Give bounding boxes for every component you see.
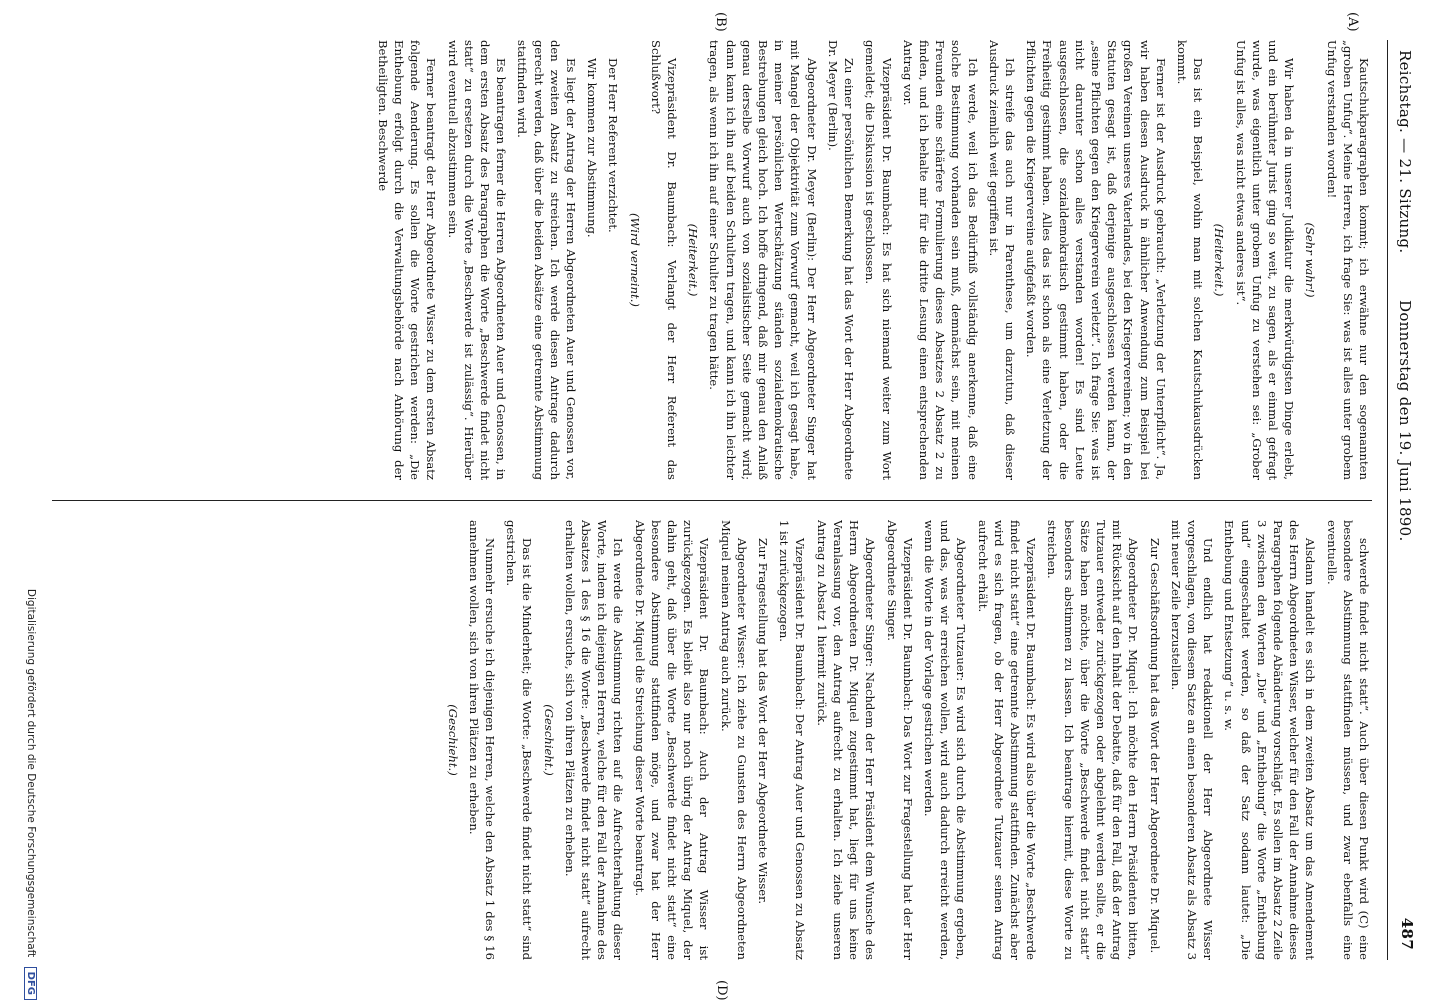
digitization-credit	[13, 0, 37, 1000]
paragraph: Abgeordneter Singer: Nachdem der Herr Präsident dem Wunsche des Herrn Abgeordneten Dr. Miquel zugestimmt hat, liegt für uns keine Veranlassung vor, den Antrag aufrecht zu erhalten. Ich ziehe unseren Antrag zu Absatz 1 hiermit zurück.	[814, 520, 878, 960]
paragraph: Zur Fragestellung hat das Wort der Herr Abgeordnete Wisser.	[756, 538, 771, 905]
paragraph: Zu einer persönlichen Bemerkung hat das Wort der Herr Abgeordnete Dr. Meyer (Berlin).	[825, 40, 857, 480]
left-column	[52, 40, 1372, 480]
running-head-date: Donnerstag den 19. Juni 1890.	[1396, 300, 1414, 542]
paragraph: Nunmehr ersuche ich diejenigen Herren, welche den Absatz 1 des § 16 annehmen wollen, sich von ihren Plätzen zu erheben.	[466, 520, 498, 960]
paragraph: schwerde findet nicht statt“. Auch über diesen Punkt wird (C) eine besondere Abstimmung stattfinden müssen, und zwar ebenfalls eine eventuelle.	[1324, 520, 1371, 960]
paragraph: Das ist ein Beispiel, wohin man mit solchen Kautschukausdrücken kommt.	[1174, 40, 1206, 480]
paragraph: Zur Geschäftsordnung hat das Wort der Herr Abgeordnete Dr. Miquel.	[1147, 538, 1162, 954]
paragraph: Kautschukparagraphen kommt; ich erwähne nur den sogenannten „groben Unfug“. Meine Herren, ich frage Sie: was ist alles unter grobem Unfug verstanden worden!	[1324, 40, 1371, 480]
dfg-logo: DFG	[24, 967, 37, 1000]
paragraph: Abgeordneter Tutzauer: Es wird sich durch die Abstimmung ergeben, und das, was wir erreichen wollen, wird auch dadurch erreicht werden, wenn die Worte in der Vorlage gestrichen werden.	[921, 520, 969, 960]
paragraph: Alsdann handelt es sich in dem zweiten Absatz um das Amendement des Herrn Abgeordneten Wisser, welcher für den Fall der Annahme dieses Paragraphen folgende Abänderung vorschlägt. Es sollen im Absatz 2 Zeile 3 zwischen den Worten „Die“ und „Enthebung“ die Worte „Enthebung und“ eingeschaltet werden, so daß der Satz sodann lautet: „Die Enthebung und Entsetzung“ u. s. w.	[1222, 520, 1318, 960]
interjection: (Geschieht.)	[541, 704, 556, 776]
header-rule	[1387, 40, 1388, 960]
paragraph: Wir kommen zur Abstimmung.	[585, 58, 600, 238]
paragraph: Der Herr Referent verzichtet.	[606, 58, 621, 233]
paragraph: Ich streife das auch nur in Parenthese, um darzutun, daß dieser Ausdruck ziemlich weit gegriffen ist.	[986, 40, 1017, 480]
paragraph: Und endlich hat redaktionell der Herr Abgeordnete Wisser vorgeschlagen, von diesem Satze an einen besonderen Absatz als Absatz 3 mit neuer Zeile herzustellen.	[1168, 520, 1216, 960]
paragraph: Es beantragen ferner die Herren Abgeordneten Auer und Genossen, in dem ersten Absatz des Paragraphen die Worte „Beschwerde findet nicht statt“ zu ersetzen durch die Worte „Beschwerde ist zulässig“. Hierüber wird eventuell abzustimmen sein.	[445, 40, 509, 480]
paragraph: Abgeordneter Dr. Miquel: Ich möchte den Herrn Präsidenten bitten, mit Rücksicht auf den Inhalt der Debatte, daß für den Fall, daß der Antrag Tutzauer entweder zurückgezogen oder abgelehnt werden sollte, er die Sätze haben möchte, über die Worte „Beschwerde findet nicht statt“ besonders abstimmen zu lassen. Ich beantrage hiermit, diese Worte zu streichen.	[1045, 520, 1141, 960]
paragraph: Abgeordneter Wisser: Ich ziehe zu Gunsten des Herrn Abgeordneten Miquel meinen Antrag auch zurück.	[718, 520, 749, 960]
paragraph: Vizepräsident Dr. Baumbach: Das Wort zur Fragestellung hat der Herr Abgeordnete Singer.	[884, 520, 915, 960]
interjection: (Heiterkeit.)	[686, 223, 701, 297]
interjection: (Heiterkeit.)	[1212, 223, 1227, 297]
margin-mark-b: (B)	[713, 12, 728, 32]
paragraph: Vizepräsident Dr. Baumbach: Es hat sich niemand weiter zum Wort gemeldet; die Diskussion ist geschlossen.	[863, 40, 894, 480]
right-column	[52, 520, 1372, 960]
paragraph: Vizepräsident Dr. Baumbach: Auch der Antrag Wisser ist zurückgezogen. Es bleibt also nur noch übrig der Antrag Miquel, der dahin geht, daß über die Worte „Beschwerde findet nicht statt“ eine besondere Abstimmung stattfinden möge, und zwar hat der Herr Abgeordnete Dr. Miquel die Streichung dieser Worte beantragt.	[632, 520, 712, 960]
paragraph: Ich werde die Abstimmung richten auf die Aufrechterhaltung dieser Worte, indem ich diejenigen Herren, welche für den Fall der Annahme des Absatzes 1 des § 16 die Worte: „Beschwerde findet nicht statt“ aufrecht erhalten wollen, ersuche, sich von ihren Plätzen zu erheben.	[562, 520, 626, 960]
paragraph: Ferner beantragt der Herr Abgeordnete Wisser zu dem ersten Absatz folgende Aenderung. Es sollen die Worte gestrichen werden: „Die Enthebung erfolgt durch die Verwaltungsbehörde nach Anhörung der Betheiligten. Beschwerde	[375, 40, 439, 480]
margin-mark-d: (D)	[714, 980, 729, 1001]
paragraph: Es liegt der Antrag der Herren Abgeordneten Auer und Genossen vor, den zweiten Absatz zu streichen. Ich werde diesen Antrage dadurch gerecht werden, daß über die beiden Absätze eine getrennte Abstimmung stattfinden wird.	[515, 40, 579, 480]
paragraph: Vizepräsident Dr. Baumbach: Verlangt der Herr Referent das Schlußwort?	[648, 40, 680, 480]
paragraph: Wir haben da in unserer Judikatur die merkwürdigsten Dinge erlebt, und ein berühmter Jurist ging so weit, zu sagen, als er einmal gefragt wurde, was eigentlich unter grobem Unfug zu verstehen sei: „Grober Unfug ist alles, was nicht etwas anderes ist“.	[1233, 40, 1297, 480]
paragraph: Vizepräsident Dr. Baumbach: Der Antrag Auer und Genossen zu Absatz 1 ist zurückgezogen.	[777, 520, 808, 960]
interjection: (Geschieht.)	[445, 704, 460, 776]
page-number: 487	[1398, 917, 1416, 950]
margin-mark-a: (A)	[1345, 12, 1360, 32]
interjection: (Wird verneint.)	[627, 213, 642, 307]
paragraph: Ferner ist der Ausdruck gebraucht: „Verletzung der Unterpflicht“. Ja, wir haben diesen Ausdruck in ähnlicher Anwendung zum Beispiel bei großen Vereinen unseres Vaterlandes, bei den Kriegervereinen; wo in den Statuten gesagt ist, daß derjenige ausgeschlossen werden kann, der „seine Pflichten gegen den Kriegerverein verletzt“. Ich frage Sie: was ist nicht darunter schon alles verstanden worden! Es sind Leute ausgeschlossen, die sozialdemokratisch gestimmt haben, oder die Freiheitig gestimmt haben. Alles das ist schon als eine Verletzung der Pflichten gegen die Kriegervereine aufgefaßt worden.	[1024, 40, 1168, 480]
paragraph: Abgeordneter Dr. Meyer (Berlin): Der Herr Abgeordneter Singer hat mit Mangel der Objektivität zum Vorwurf gemacht, weil ich gesagt habe, in meiner persönlichen Wertschätzung ständen sozialdemokratische Bestrebungen gleich hoch. Ich hoffe dringend, daß mir genau den Anlaß genau derselbe Vorwurf auch von sozialistischer Seite gemacht wird; dann kann ich ihn auf beiden Schultern tragen, und kann ich ihn leichter tragen, als wenn ich ihn auf einer Schulter zu tragen hätte.	[707, 40, 819, 480]
running-head-left: Reichstag. — 21. Sitzung.	[1396, 50, 1414, 254]
credit-text: Digitalisierung gefördert durch die Deutsche Forschungsgemeinschaft	[25, 588, 37, 958]
paragraph: Ich werde, weil ich das Bedürfniß vollständig anerkenne, daß eine solche Bestimmung vorhanden sein muß, demnächst sein, mit meinen Freunden eine schärfere Formulierung dieses Absatzes 2 Absatz 2 zu finden, und ich behalte mir für die dritte Lesung einen entsprechenden Antrag vor.	[900, 40, 980, 480]
paragraph: Vizepräsident Dr. Baumbach: Es wird also über die Worte „Beschwerde findet nicht statt“ eine getrennte Abstimmung stattfinden. Zunächst aber wird es sich fragen, ob der Herr Abgeordnete Tutzauer seinen Antrag aufrecht erhält.	[975, 520, 1039, 960]
paragraph: Das ist die Minderheit; die Worte: „Beschwerde findet nicht statt“ sind gestrichen.	[504, 520, 535, 960]
running-head	[1390, 50, 1420, 950]
column-rule	[52, 500, 1372, 501]
interjection: (Sehr wahr!)	[1303, 222, 1318, 298]
